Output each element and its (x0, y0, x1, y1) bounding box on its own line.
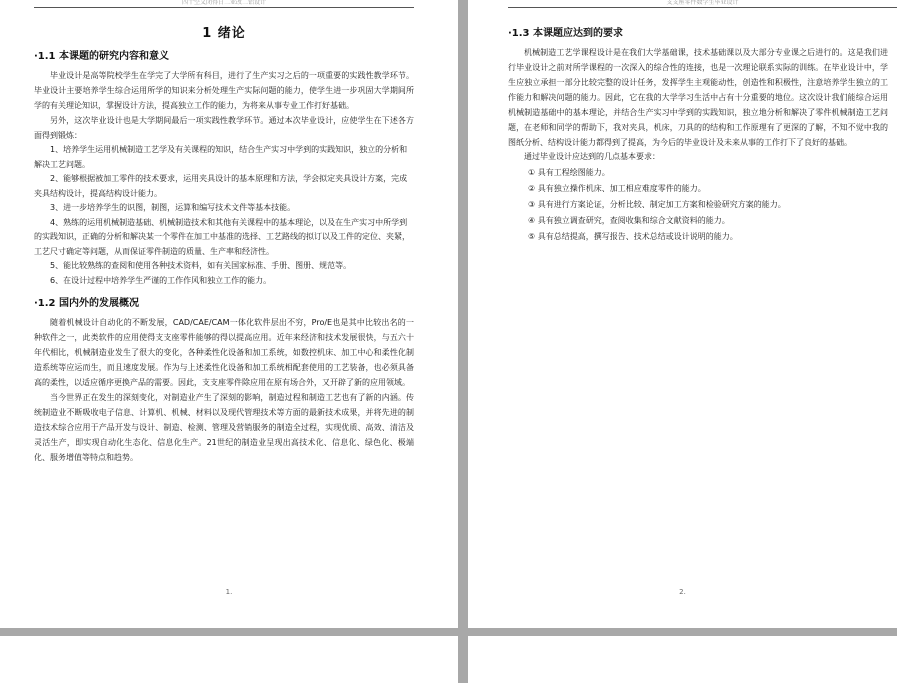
paragraph: 当今世界正在发生的深刻变化，对制造业产生了深刻的影响，制造过程和制造工艺也有了新的内涵。传统制造业不断吸收电子信息、计算机、机械、材料以及现代管理技术等方面的最新技术成果，并将先进的制造技术综合应用于产品开发与设计、制造、检测、管理及营销服务的制造全过程，实现优质、高效、清洁及灵活生产，即实现自动化生态化、信息化生产。21世纪的制造业呈现出高技术化、信息化、绿色化、极端化、服务增值等特点和趋势。 (34, 393, 414, 462)
next-page-top-right (468, 636, 897, 683)
page-content (508, 22, 888, 245)
list-item: ③ 具有进行方案论证，分析比较、制定加工方案和检验研究方案的能力。 (528, 199, 786, 209)
page-number: 1. (225, 588, 233, 596)
document-page-1 (0, 0, 458, 628)
paragraph: 机械制造工艺学课程设计是在我们大学基础课，技术基础课以及大部分专业课之后进行的。这是我们进行毕业设计之前对所学课程的一次深入的综合性的连接，也是一次理论联系实际的训练。在毕业设计中，学生应独立承担一部分比较完整的设计任务，发挥学生主观能动性，创造性和积极性，注意培养学生独立的工作能力和解决问题的能力。因此，它在我的大学学习生活中占有十分重要的地位。这次设计我们能综合运用机械制造基础中的基本理论，并结合生产实习中学到的实践知识，独立地分析和解决了零件机械制造工艺问题，在老师和同学的帮助下，我对夹具，机床，刀具的的结构和工作原理有了更深的了解，不知不觉中我的图纸分析、结构设计能力都得到了提高，为今后的毕业设计及未来从事的工作打下了良好的基础。 (508, 48, 888, 147)
list-item: 5、能比较熟练的查阅和使用各种技术资料，如有关国家标准、手册、图册、规范等。 (50, 261, 352, 270)
list-item: ④ 具有独立调查研究，查阅收集和综合文献资料的能力。 (528, 215, 730, 225)
paragraph: 另外，这次毕业设计也是大学期间最后一项实践性教学环节。通过本次毕业设计，应使学生在下述各方面得到锻炼： (34, 116, 414, 140)
list-item: ① 具有工程绘图能力。 (528, 167, 610, 177)
page-content (34, 22, 414, 465)
section-title-1-3: ·1.3 本课题应达到的要求 (508, 28, 623, 39)
page-header: 四十空义闭得日二业改二铝设计 (34, 0, 414, 8)
document-page-2 (468, 0, 897, 628)
requirements-intro: 通过毕业设计应达到的几点基本要求： (524, 152, 660, 161)
list-item: ⑤ 具有总结提高，撰写报告、技术总结或设计说明的能力。 (528, 231, 738, 241)
paragraph: 毕业设计是高等院校学生在学完了大学所有科目，进行了生产实习之后的一项重要的实践性教学环节。毕业设计主要培养学生综合运用所学的知识来分析处理生产实际问题的能力，使学生进一步巩固大学期间所学的有关理论知识，掌握设计方法，提高独立工作的能力，为将来从事专业工作打好基础。 (34, 71, 414, 110)
page-header: 支支座零件数学生毕业设计 (508, 0, 897, 8)
list-item: ② 具有独立操作机床、加工相应难度零件的能力。 (528, 183, 706, 193)
list-item: 1、培养学生运用机械制造工艺学及有关课程的知识，结合生产实习中学到的实践知识，独立的分析和解决工艺问题。 (34, 145, 408, 169)
section-title-1-2: ·1.2 国内外的发展概况 (34, 298, 139, 309)
next-page-top-left (0, 636, 458, 683)
section-title-1-1: ·1.1 本课题的研究内容和意义 (34, 51, 169, 62)
list-item: 2、能够根据被加工零件的技术要求，运用夹具设计的基本原理和方法，学会拟定夹具设计方案，完成夹具结构设计，提高结构设计能力。 (34, 174, 408, 198)
list-item: 6、在设计过程中培养学生严谨的工作作风和独立工作的能力。 (50, 275, 272, 285)
paragraph: 随着机械设计自动化的不断发展，CAD/CAE/CAM一体化软件层出不穷，Pro/E也是其中比较出名的一种软件之一，此类软件的应用使得支支座零件能够的得以提高应用。近年来经济和技术发展很快，与五六十年代相比，机械制造业发生了很大的变化，各种柔性化设备和加工系统，如数控机床、加工中心和柔性化制造系统等应运而生，而且速度发展。作为与上述柔性化设备和加工系统相配套使用的工艺装备，也必须具备高的柔性，以适应循序更换产品的需要。因此，支支座零件除应用在原有场合外，又开辟了新的应用领域。 (34, 318, 414, 387)
chapter-title: 1 绪论 (202, 26, 246, 41)
page-number: 2. (679, 588, 686, 596)
list-item: 4、熟练的运用机械制造基础、机械制造技术和其他有关课程中的基本理论，以及在生产实习中所学到的实践知识，正确的分析和解决某一个零件在加工中基准的选择、工艺路线的拟订以及工件的定位、夹紧，工艺尺寸确定等问题，从而保证零件制造的质量、生产率和经济性。 (34, 217, 410, 256)
list-item: 3、进一步培养学生的识图，制图，运算和编写技术文件等基本技能。 (50, 203, 296, 212)
